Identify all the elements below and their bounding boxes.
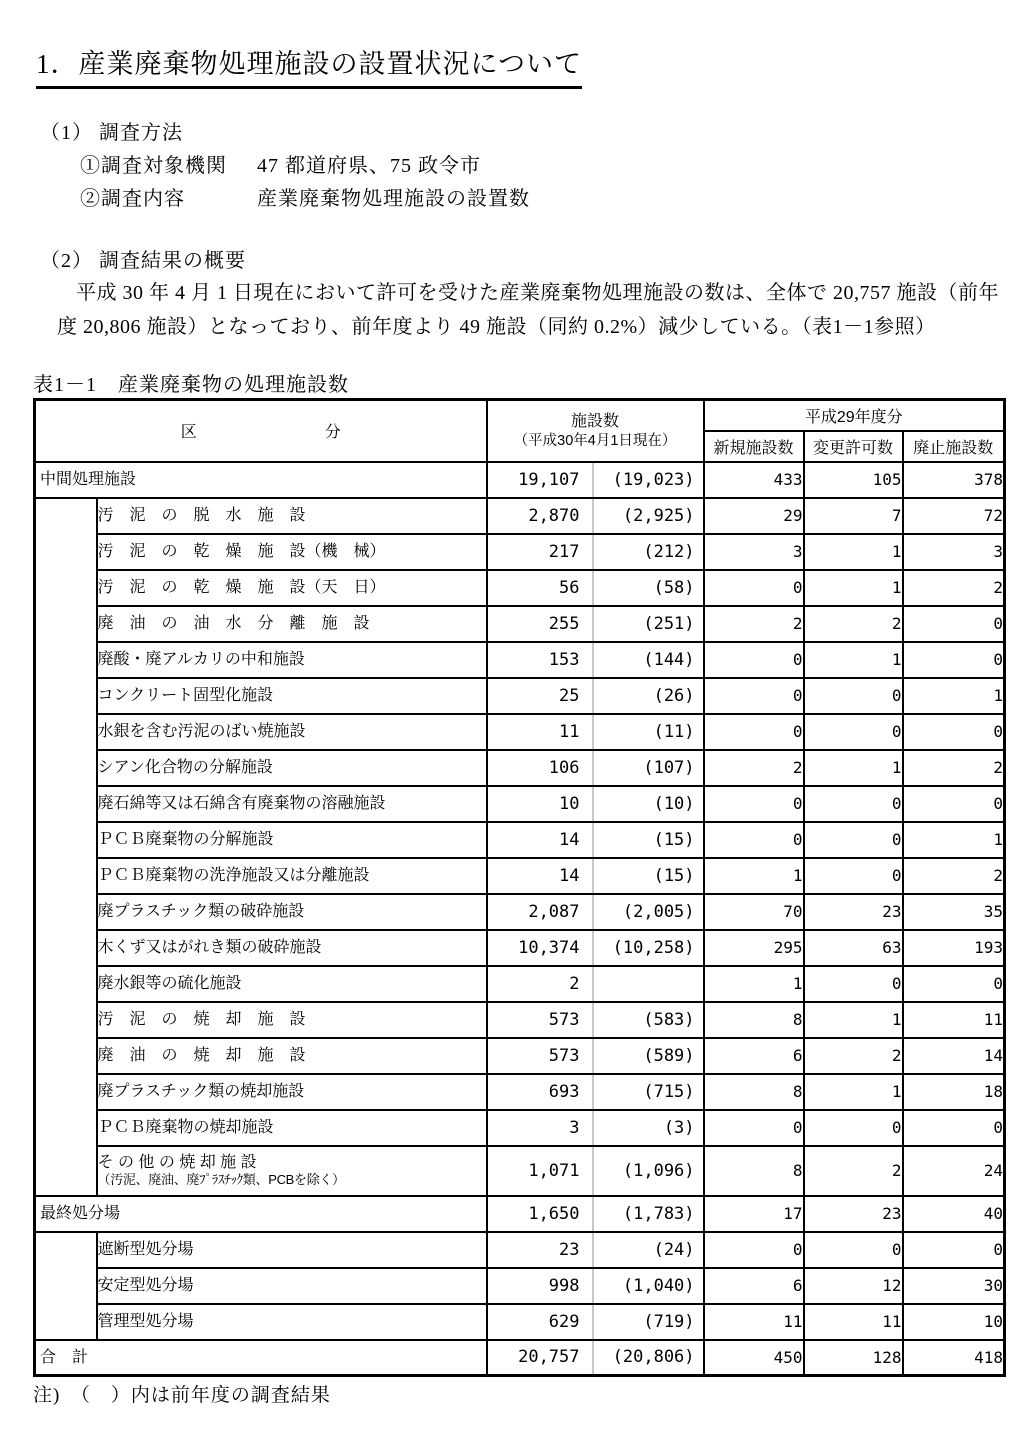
count-abolished: 1 bbox=[903, 822, 1005, 858]
row-name: 合 計 bbox=[35, 1340, 487, 1376]
facility-count-cell bbox=[487, 1340, 704, 1376]
count-previous: (20,806) bbox=[592, 1341, 703, 1375]
row-name: 汚 泥 の 脱 水 施 設 bbox=[97, 498, 487, 534]
count-changed: 0 bbox=[804, 714, 903, 750]
row-name: シアン化合物の分解施設 bbox=[97, 750, 487, 786]
row-name: 廃 油 の 油 水 分 離 施 設 bbox=[97, 606, 487, 642]
summary-line-2: 度 20,806 施設）となっており、前年度より 49 施設（同約 0.2%）減少している。（表1－1参照） bbox=[57, 316, 936, 338]
facility-count-cell bbox=[487, 1074, 704, 1110]
count-changed: 23 bbox=[804, 1196, 903, 1232]
table-row bbox=[35, 714, 1005, 750]
count-changed: 0 bbox=[804, 1232, 903, 1268]
count-abolished: 2 bbox=[903, 858, 1005, 894]
row-name: 廃水銀等の硫化施設 bbox=[97, 966, 487, 1002]
count-abolished: 2 bbox=[903, 750, 1005, 786]
row-name: ＰＣＢ廃棄物の洗浄施設又は分離施設 bbox=[97, 858, 487, 894]
count-current: 1,650 bbox=[528, 1203, 580, 1224]
count-new: 0 bbox=[704, 786, 804, 822]
count-previous: (26) bbox=[592, 679, 703, 713]
facility-count-cell bbox=[487, 534, 704, 570]
facility-count-cell bbox=[487, 750, 704, 786]
count-new: 2 bbox=[704, 750, 804, 786]
count-abolished: 2 bbox=[903, 570, 1005, 606]
count-previous: (107) bbox=[592, 751, 703, 785]
count-previous: (58) bbox=[592, 571, 703, 605]
facility-count-cell bbox=[487, 858, 704, 894]
row-name: 廃プラスチック類の破砕施設 bbox=[97, 894, 487, 930]
page-title: 1．産業廃棄物処理施設の設置状況について bbox=[36, 42, 582, 89]
count-previous: (10,258) bbox=[592, 931, 703, 965]
count-new: 8 bbox=[704, 1146, 804, 1196]
count-new: 8 bbox=[704, 1074, 804, 1110]
count-current: 153 bbox=[548, 649, 580, 670]
row-name-line1: そ の 他 の 焼 却 施 設 bbox=[97, 1154, 257, 1172]
count-new: 433 bbox=[704, 462, 804, 498]
count-abolished: 24 bbox=[903, 1146, 1005, 1196]
count-current: 19,107 bbox=[518, 469, 580, 490]
count-abolished: 3 bbox=[903, 534, 1005, 570]
count-current: 3 bbox=[569, 1117, 580, 1138]
row-name: 廃酸・廃アルカリの中和施設 bbox=[97, 642, 487, 678]
count-abolished: 0 bbox=[903, 714, 1005, 750]
table-caption: 表1－1 産業廃棄物の処理施設数 bbox=[33, 368, 349, 400]
count-abolished: 11 bbox=[903, 1002, 1005, 1038]
count-current: 11 bbox=[559, 721, 580, 742]
row-name: ＰＣＢ廃棄物の分解施設 bbox=[97, 822, 487, 858]
count-changed: 0 bbox=[804, 1110, 903, 1146]
count-new: 29 bbox=[704, 498, 804, 534]
count-current: 14 bbox=[559, 865, 580, 886]
count-abolished: 0 bbox=[903, 1110, 1005, 1146]
survey-target-value: 47 都道府県、75 政令市 bbox=[257, 155, 481, 177]
table-row bbox=[35, 750, 1005, 786]
table-row bbox=[35, 606, 1005, 642]
summary-paragraph bbox=[57, 276, 1007, 344]
count-new: 70 bbox=[704, 894, 804, 930]
table-row bbox=[35, 1196, 1005, 1232]
count-new: 0 bbox=[704, 1232, 804, 1268]
count-changed: 23 bbox=[804, 894, 903, 930]
row-name: ＰＣＢ廃棄物の焼却施設 bbox=[97, 1110, 487, 1146]
table-row bbox=[35, 642, 1005, 678]
count-previous: (15) bbox=[592, 823, 703, 857]
table-row bbox=[35, 966, 1005, 1002]
count-changed: 2 bbox=[804, 1146, 903, 1196]
count-changed: 0 bbox=[804, 786, 903, 822]
count-current: 106 bbox=[548, 757, 580, 778]
count-previous: (15) bbox=[592, 859, 703, 893]
row-name: 汚 泥 の 乾 燥 施 設（機 械） bbox=[97, 534, 487, 570]
indent-strip bbox=[35, 1232, 97, 1340]
count-new: 0 bbox=[704, 678, 804, 714]
count-new: 11 bbox=[704, 1304, 804, 1340]
count-changed: 7 bbox=[804, 498, 903, 534]
count-current: 25 bbox=[559, 685, 580, 706]
row-name: 汚 泥 の 乾 燥 施 設（天 日） bbox=[97, 570, 487, 606]
count-changed: 2 bbox=[804, 1038, 903, 1074]
facility-count-cell bbox=[487, 966, 704, 1002]
table-row bbox=[35, 1268, 1005, 1304]
header-facility-count bbox=[487, 400, 704, 462]
count-previous: (583) bbox=[592, 1003, 703, 1037]
facility-count-cell bbox=[487, 462, 704, 498]
count-previous: (144) bbox=[592, 643, 703, 677]
table-row bbox=[35, 462, 1005, 498]
table-row bbox=[35, 786, 1005, 822]
count-new: 2 bbox=[704, 606, 804, 642]
row-name: 安定型処分場 bbox=[97, 1268, 487, 1304]
count-new: 1 bbox=[704, 966, 804, 1002]
count-abolished: 418 bbox=[903, 1340, 1005, 1376]
count-current: 255 bbox=[548, 613, 580, 634]
count-abolished: 193 bbox=[903, 930, 1005, 966]
count-changed: 1 bbox=[804, 1074, 903, 1110]
facility-count-cell bbox=[487, 930, 704, 966]
table-row bbox=[35, 930, 1005, 966]
survey-target-label: ①調査対象機関 bbox=[80, 155, 227, 177]
count-changed: 0 bbox=[804, 822, 903, 858]
facility-count-cell bbox=[487, 1304, 704, 1340]
table-row bbox=[35, 534, 1005, 570]
count-new: 1 bbox=[704, 858, 804, 894]
facility-count-cell bbox=[487, 1002, 704, 1038]
count-new: 3 bbox=[704, 534, 804, 570]
count-previous: (11) bbox=[592, 715, 703, 749]
facility-count-cell bbox=[487, 1146, 704, 1196]
count-new: 17 bbox=[704, 1196, 804, 1232]
count-current: 14 bbox=[559, 829, 580, 850]
count-abolished: 1 bbox=[903, 678, 1005, 714]
count-abolished: 0 bbox=[903, 786, 1005, 822]
count-current: 2 bbox=[569, 973, 580, 994]
count-abolished: 0 bbox=[903, 966, 1005, 1002]
facility-count-cell bbox=[487, 498, 704, 534]
summary-line-1: 平成 30 年 4 月 1 日現在において許可を受けた産業廃棄物処理施設の数は、全体で 20,757 施設（前年 bbox=[76, 282, 999, 304]
count-previous: (24) bbox=[592, 1233, 703, 1267]
count-new: 0 bbox=[704, 822, 804, 858]
count-abolished: 0 bbox=[903, 642, 1005, 678]
count-current: 10,374 bbox=[518, 937, 580, 958]
count-current: 693 bbox=[548, 1081, 580, 1102]
row-name: コンクリート固型化施設 bbox=[97, 678, 487, 714]
header-facility-count-line1: 施設数 bbox=[571, 412, 620, 430]
count-previous: (3) bbox=[592, 1111, 703, 1145]
count-abolished: 10 bbox=[903, 1304, 1005, 1340]
count-changed: 63 bbox=[804, 930, 903, 966]
count-current: 629 bbox=[548, 1311, 580, 1332]
count-new: 8 bbox=[704, 1002, 804, 1038]
facility-count-cell bbox=[487, 606, 704, 642]
count-current: 998 bbox=[548, 1275, 580, 1296]
count-abolished: 18 bbox=[903, 1074, 1005, 1110]
count-previous: (19,023) bbox=[592, 463, 703, 497]
row-name: 廃石綿等又は石綿含有廃棄物の溶融施設 bbox=[97, 786, 487, 822]
count-new: 6 bbox=[704, 1268, 804, 1304]
indent-strip bbox=[35, 498, 97, 1196]
table-footnote: 注) （ ）内は前年度の調査結果 bbox=[33, 1385, 331, 1406]
facility-count-cell bbox=[487, 1110, 704, 1146]
header-facility-count-line2: （平成30年4月1日現在） bbox=[513, 432, 677, 449]
count-current: 20,757 bbox=[518, 1347, 580, 1368]
survey-content-label: ②調査内容 bbox=[80, 188, 185, 210]
survey-content-value: 産業廃棄物処理施設の設置数 bbox=[257, 188, 530, 210]
row-name: 廃プラスチック類の焼却施設 bbox=[97, 1074, 487, 1110]
facility-count-cell bbox=[487, 642, 704, 678]
count-previous: (715) bbox=[592, 1075, 703, 1109]
row-name-line2: （汚泥、廃油、廃ﾌﾟﾗｽﾁｯｸ類、PCBを除く） bbox=[97, 1172, 345, 1188]
count-current: 23 bbox=[559, 1239, 580, 1260]
count-new: 0 bbox=[704, 642, 804, 678]
count-changed: 1 bbox=[804, 570, 903, 606]
count-changed: 2 bbox=[804, 606, 903, 642]
row-name: 廃 油 の 焼 却 施 設 bbox=[97, 1038, 487, 1074]
facility-count-cell bbox=[487, 714, 704, 750]
count-changed: 0 bbox=[804, 678, 903, 714]
facility-count-cell bbox=[487, 894, 704, 930]
row-name: 最終処分場 bbox=[35, 1196, 487, 1232]
row-name: 遮断型処分場 bbox=[97, 1232, 487, 1268]
count-new: 0 bbox=[704, 1110, 804, 1146]
count-current: 573 bbox=[548, 1045, 580, 1066]
count-previous: (719) bbox=[592, 1305, 703, 1339]
count-current: 1,071 bbox=[528, 1160, 580, 1181]
table-row bbox=[35, 822, 1005, 858]
count-previous: (251) bbox=[592, 607, 703, 641]
count-abolished: 35 bbox=[903, 894, 1005, 930]
count-previous: (1,096) bbox=[592, 1147, 703, 1195]
facility-count-cell bbox=[487, 570, 704, 606]
table-row bbox=[35, 570, 1005, 606]
facility-count-cell bbox=[487, 1268, 704, 1304]
survey-target-row bbox=[80, 149, 481, 178]
count-current: 573 bbox=[548, 1009, 580, 1030]
count-changed: 1 bbox=[804, 750, 903, 786]
survey-content-row bbox=[80, 182, 530, 211]
count-changed: 1 bbox=[804, 534, 903, 570]
count-changed: 0 bbox=[804, 858, 903, 894]
count-previous: (10) bbox=[592, 787, 703, 821]
header-changed: 変更許可数 bbox=[804, 431, 903, 462]
count-current: 2,870 bbox=[528, 505, 580, 526]
facility-count-cell bbox=[487, 1196, 704, 1232]
table-row bbox=[35, 1074, 1005, 1110]
count-current: 217 bbox=[548, 541, 580, 562]
count-changed: 105 bbox=[804, 462, 903, 498]
table-row bbox=[35, 858, 1005, 894]
header-h29: 平成29年度分 bbox=[704, 400, 1005, 431]
table-header-row-1 bbox=[35, 400, 1005, 431]
count-new: 450 bbox=[704, 1340, 804, 1376]
count-changed: 1 bbox=[804, 642, 903, 678]
facility-count-cell bbox=[487, 786, 704, 822]
table-row bbox=[35, 498, 1005, 534]
count-abolished: 14 bbox=[903, 1038, 1005, 1074]
table-row bbox=[35, 1110, 1005, 1146]
count-changed: 1 bbox=[804, 1002, 903, 1038]
table-row bbox=[35, 1146, 1005, 1196]
row-name: 管理型処分場 bbox=[97, 1304, 487, 1340]
count-abolished: 0 bbox=[903, 1232, 1005, 1268]
table-row bbox=[35, 894, 1005, 930]
table-row bbox=[35, 1304, 1005, 1340]
count-abolished: 378 bbox=[903, 462, 1005, 498]
facility-count-cell bbox=[487, 678, 704, 714]
count-abolished: 0 bbox=[903, 606, 1005, 642]
table-row bbox=[35, 678, 1005, 714]
count-new: 0 bbox=[704, 570, 804, 606]
count-abolished: 72 bbox=[903, 498, 1005, 534]
count-changed: 12 bbox=[804, 1268, 903, 1304]
row-name: 水銀を含む汚泥のばい焼施設 bbox=[97, 714, 487, 750]
count-new: 6 bbox=[704, 1038, 804, 1074]
count-new: 295 bbox=[704, 930, 804, 966]
facility-table bbox=[33, 398, 1006, 1377]
count-current: 56 bbox=[559, 577, 580, 598]
count-previous: (1,040) bbox=[592, 1269, 703, 1303]
row-name bbox=[97, 1146, 487, 1196]
count-previous: (1,783) bbox=[592, 1197, 703, 1231]
facility-count-cell bbox=[487, 1232, 704, 1268]
table-row bbox=[35, 1340, 1005, 1376]
section-2-heading: （2） 調査結果の概要 bbox=[40, 250, 246, 272]
table-row bbox=[35, 1038, 1005, 1074]
count-current: 10 bbox=[559, 793, 580, 814]
count-previous: (212) bbox=[592, 535, 703, 569]
count-changed: 128 bbox=[804, 1340, 903, 1376]
table-row bbox=[35, 1232, 1005, 1268]
header-new: 新規施設数 bbox=[704, 431, 804, 462]
header-category: 区 分 bbox=[35, 400, 487, 462]
facility-count-cell bbox=[487, 1038, 704, 1074]
row-name: 汚 泥 の 焼 却 施 設 bbox=[97, 1002, 487, 1038]
count-previous: (2,005) bbox=[592, 895, 703, 929]
table-row bbox=[35, 1002, 1005, 1038]
header-abolished: 廃止施設数 bbox=[903, 431, 1005, 462]
count-previous: (589) bbox=[592, 1039, 703, 1073]
section-1-heading: （1） 調査方法 bbox=[40, 122, 183, 144]
count-previous bbox=[592, 967, 703, 1001]
count-new: 0 bbox=[704, 714, 804, 750]
count-changed: 11 bbox=[804, 1304, 903, 1340]
facility-count-cell bbox=[487, 822, 704, 858]
count-previous: (2,925) bbox=[592, 499, 703, 533]
count-current: 2,087 bbox=[528, 901, 580, 922]
row-name: 中間処理施設 bbox=[35, 462, 487, 498]
count-changed: 0 bbox=[804, 966, 903, 1002]
count-abolished: 30 bbox=[903, 1268, 1005, 1304]
count-abolished: 40 bbox=[903, 1196, 1005, 1232]
row-name: 木くず又はがれき類の破砕施設 bbox=[97, 930, 487, 966]
